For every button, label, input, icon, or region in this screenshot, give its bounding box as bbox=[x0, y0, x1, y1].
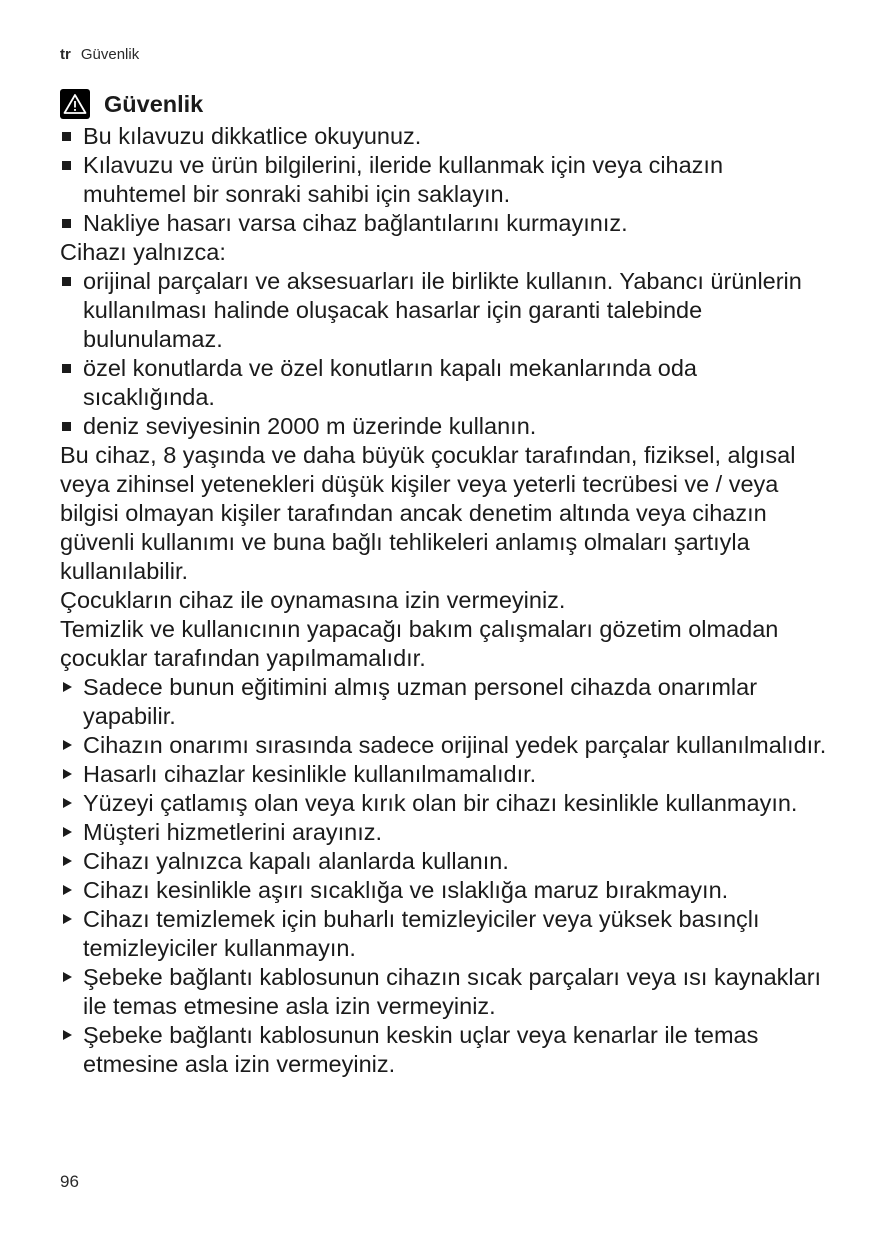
paragraph: Bu cihaz, 8 yaşında ve daha büyük çocuklar tarafından, fiziksel, algısal veya zihinsel yetenekleri düşük kişiler veya yeterli tecrübesi ve / veya bilgisi olmayan kişiler tarafından ancak denetim altında veya cihazın güvenli kullanımı ve buna bağlı tehlikeleri anlamış olmaları şartıyla kullanılabilir. bbox=[60, 442, 796, 584]
step-item: Yüzeyi çatlamış olan veya kırık olan bir cihazı kesinlikle kullanmayın. bbox=[60, 789, 830, 818]
paragraph: Çocukların cihaz ile oynamasına izin vermeyiniz. bbox=[60, 587, 566, 613]
step-item: Cihazı temizlemek için buharlı temizleyiciler veya yüksek basınçlı temizleyiciler kullanmayın. bbox=[60, 905, 830, 963]
list-item: Kılavuzu ve ürün bilgilerini, ileride kullanmak için veya cihazın muhtemel bir sonraki sahibi için saklayın. bbox=[60, 151, 830, 209]
step-item: Cihazın onarımı sırasında sadece orijinal yedek parçalar kullanılmalıdır. bbox=[60, 731, 830, 760]
step-item: Sadece bunun eğitimini almış uzman personel cihazda onarımlar yapabilir. bbox=[60, 673, 830, 731]
list-item: Bu kılavuzu dikkatlice okuyunuz. bbox=[60, 122, 830, 151]
step-item: Hasarlı cihazlar kesinlikle kullanılmamalıdır. bbox=[60, 760, 830, 789]
paragraph: Temizlik ve kullanıcının yapacağı bakım çalışmaları gözetim olmadan çocuklar tarafından yapılmamalıdır. bbox=[60, 616, 779, 671]
step-item: Cihazı yalnızca kapalı alanlarda kullanın. bbox=[60, 847, 830, 876]
list-item: deniz seviyesinin 2000 m üzerinde kullanın. bbox=[60, 412, 830, 441]
page-number: 96 bbox=[60, 1172, 79, 1191]
step-item: Müşteri hizmetlerini arayınız. bbox=[60, 818, 830, 847]
section-heading bbox=[60, 86, 830, 122]
step-item: Şebeke bağlantı kablosunun keskin uçlar veya kenarlar ile temas etmesine asla izin vermeyiniz. bbox=[60, 1021, 830, 1079]
list-item: Nakliye hasarı varsa cihaz bağlantılarını kurmayınız. bbox=[60, 209, 830, 238]
page-header bbox=[60, 46, 139, 63]
usage-intro: Cihazı yalnızca: bbox=[60, 239, 226, 265]
general-bullet-list bbox=[60, 122, 830, 238]
header-section-title: Güvenlik bbox=[80, 46, 140, 63]
list-item: orijinal parçaları ve aksesuarları ile birlikte kullanın. Yabancı ürünlerin kullanılması halinde oluşacak hasarlar için garanti talebinde bulunulamaz. bbox=[60, 267, 830, 354]
language-code: tr bbox=[60, 46, 71, 63]
usage-bullet-list bbox=[60, 267, 830, 441]
instruction-step-list bbox=[60, 673, 830, 1079]
step-item: Cihazı kesinlikle aşırı sıcaklığa ve ıslaklığa maruz bırakmayın. bbox=[60, 876, 830, 905]
section-title: Güvenlik bbox=[104, 90, 204, 117]
main-content bbox=[60, 86, 830, 1079]
warning-triangle-icon bbox=[60, 89, 90, 119]
step-item: Şebeke bağlantı kablosunun cihazın sıcak parçaları veya ısı kaynakları ile temas etmesine asla izin vermeyiniz. bbox=[60, 963, 830, 1021]
list-item: özel konutlarda ve özel konutların kapalı mekanlarında oda sıcaklığında. bbox=[60, 354, 830, 412]
